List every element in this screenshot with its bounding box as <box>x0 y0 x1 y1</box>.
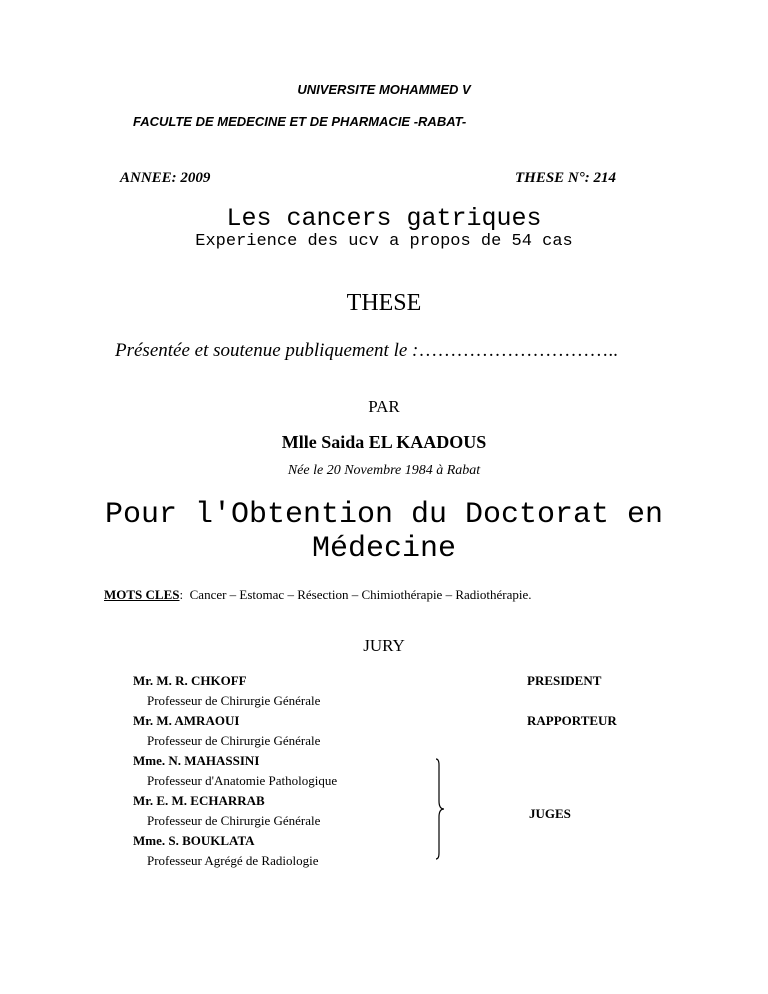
role-president: PRESIDENT <box>527 673 602 688</box>
jury-member-name: Mme. N. MAHASSINI <box>133 753 260 768</box>
keywords-separator: : <box>179 587 184 602</box>
author-name: Mlle Saida EL KAADOUS <box>281 432 487 452</box>
jury-member-title: Professeur de Chirurgie Générale <box>147 813 321 828</box>
keywords-text: Cancer – Estomac – Résection – Chimiothérapie – Radiothérapie. <box>189 587 532 602</box>
presentation-dots: ………………………….. <box>418 340 618 361</box>
jury-member-title: Professeur Agrégé de Radiologie <box>147 853 319 868</box>
degree-line-1: Pour l'Obtention du Doctorat en <box>104 498 664 532</box>
par-label: PAR <box>368 397 400 416</box>
jury-member-title: Professeur de Chirurgie Générale <box>147 693 321 708</box>
thesis-title: Les cancers gatriques <box>226 204 542 233</box>
thesis-subtitle: Experience des ucv a propos de 54 cas <box>195 232 573 251</box>
keywords-line <box>104 587 532 603</box>
jury-member-name: Mr. M. R. CHKOFF <box>133 673 247 688</box>
judges-brace <box>428 757 450 861</box>
university-name: UNIVERSITE MOHAMMED V <box>297 82 471 97</box>
jury-member-name: Mme. S. BOUKLATA <box>133 833 255 848</box>
presentation-line <box>115 340 618 362</box>
academic-year: ANNEE: 2009 <box>120 170 211 186</box>
jury-member-title: Professeur de Chirurgie Générale <box>147 733 321 748</box>
keywords-label: MOTS CLES <box>104 587 180 602</box>
thesis-number: THESE N°: 214 <box>515 170 617 186</box>
author-birth: Née le 20 Novembre 1984 à Rabat <box>287 463 481 478</box>
presentation-text: Présentée et soutenue publiquement le : <box>115 340 419 361</box>
jury-member-title: Professeur d'Anatomie Pathologique <box>147 773 338 788</box>
role-juges: JUGES <box>529 806 571 821</box>
role-rapporteur: RAPPORTEUR <box>527 713 617 728</box>
degree-line-2: Médecine <box>311 532 457 566</box>
jury-heading: JURY <box>363 636 405 655</box>
jury-member-name: Mr. M. AMRAOUI <box>133 713 240 728</box>
faculty-name: FACULTE DE MEDECINE ET DE PHARMACIE -RABAT- <box>133 114 467 129</box>
these-label: THESE <box>346 290 422 316</box>
jury-member-name: Mr. E. M. ECHARRAB <box>133 793 265 808</box>
